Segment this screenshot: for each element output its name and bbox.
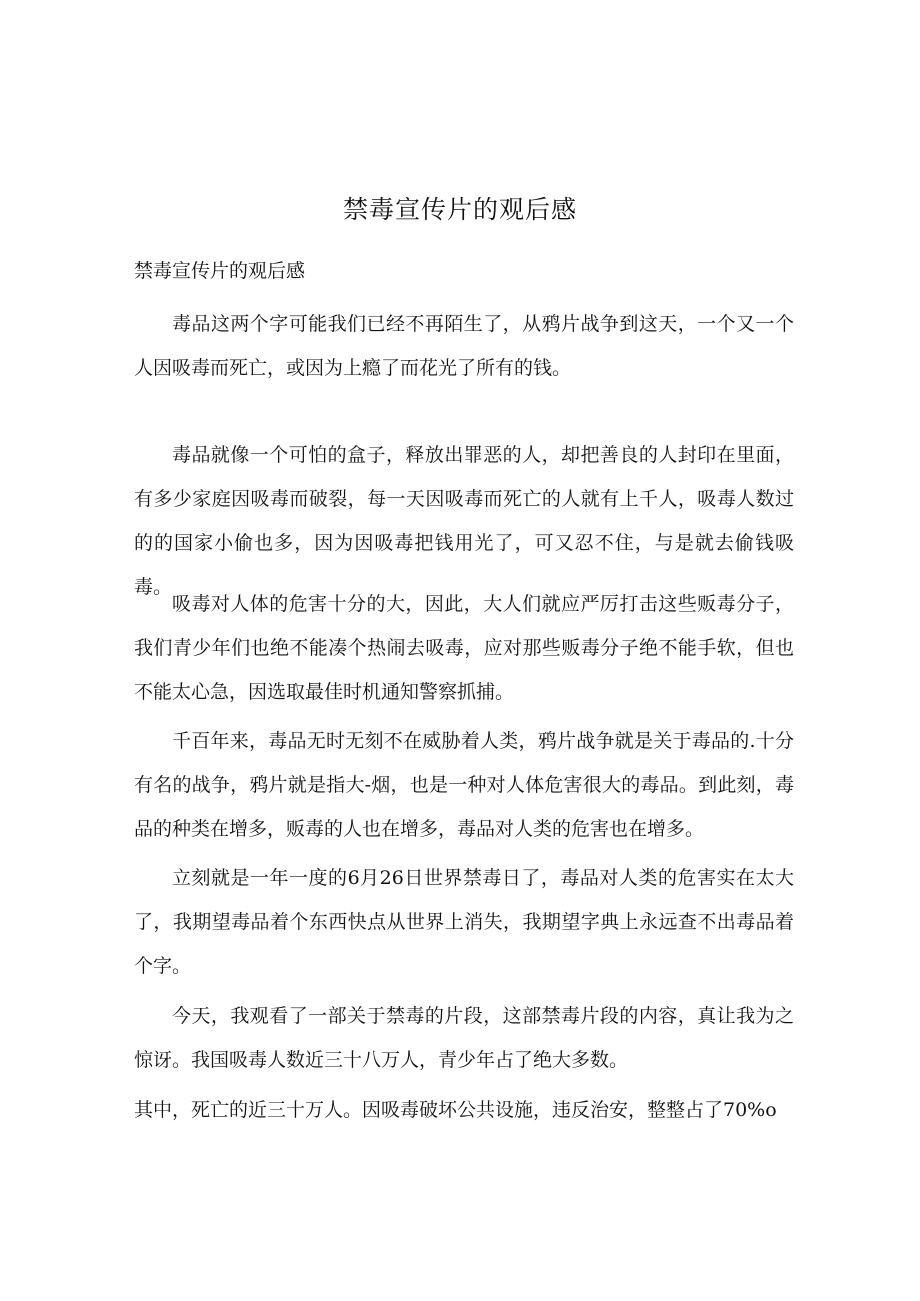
paragraph: 千百年来，毒品无时无刻不在威胁着人类，鸦片战争就是关于毒品的.十分有名的战争，鸦片就是指大-烟，也是一种对人体危害很大的毒品。到此刻，毒品的种类在增多，贩毒的人也在增多，毒品对人类的危害也在增多。 xyxy=(134,730,794,840)
document-subtitle: 禁毒宣传片的观后感 xyxy=(134,260,306,282)
paragraph: 今天，我观看了一部关于禁毒的片段，这部禁毒片段的内容，真让我为之惊讶。我国吸毒人数近三十八万人，青少年占了绝大多数。 xyxy=(134,1005,794,1071)
document-title: 禁毒宣传片的观后感 xyxy=(342,195,577,224)
paragraph: 吸毒对人体的危害十分的大，因此，大人们就应严厉打击这些贩毒分子，我们青少年们也绝不能凑个热闹去吸毒，应对那些贩毒分子绝不能手软，但也不能太心急，因选取最佳时机通知警察抓捕。 xyxy=(134,593,794,703)
paragraph: 立刻就是一年一度的6月26日世界禁毒日了，毒品对人类的危害实在太大了，我期望毒品着个东西快点从世界上消失，我期望字典上永远查不出毒品着个字。 xyxy=(134,867,794,977)
paragraph: 毒品就像一个可怕的盒子，释放出罪恶的人，却把善良的人封印在里面，有多少家庭因吸毒而破裂，每一天因吸毒而死亡的人就有上千人，吸毒人数过的的国家小偷也多，因为因吸毒把钱用光了，可又忍不住，与是就去偷钱吸毒。 xyxy=(134,444,794,598)
paragraph: 其中，死亡的近三十万人。因吸毒破坏公共设施，违反治安，整整占了70%o xyxy=(134,1099,777,1121)
paragraph: 毒品这两个字可能我们已经不再陌生了，从鸦片战争到这天，一个又一个人因吸毒而死亡，或因为上瘾了而花光了所有的钱。 xyxy=(134,313,794,379)
